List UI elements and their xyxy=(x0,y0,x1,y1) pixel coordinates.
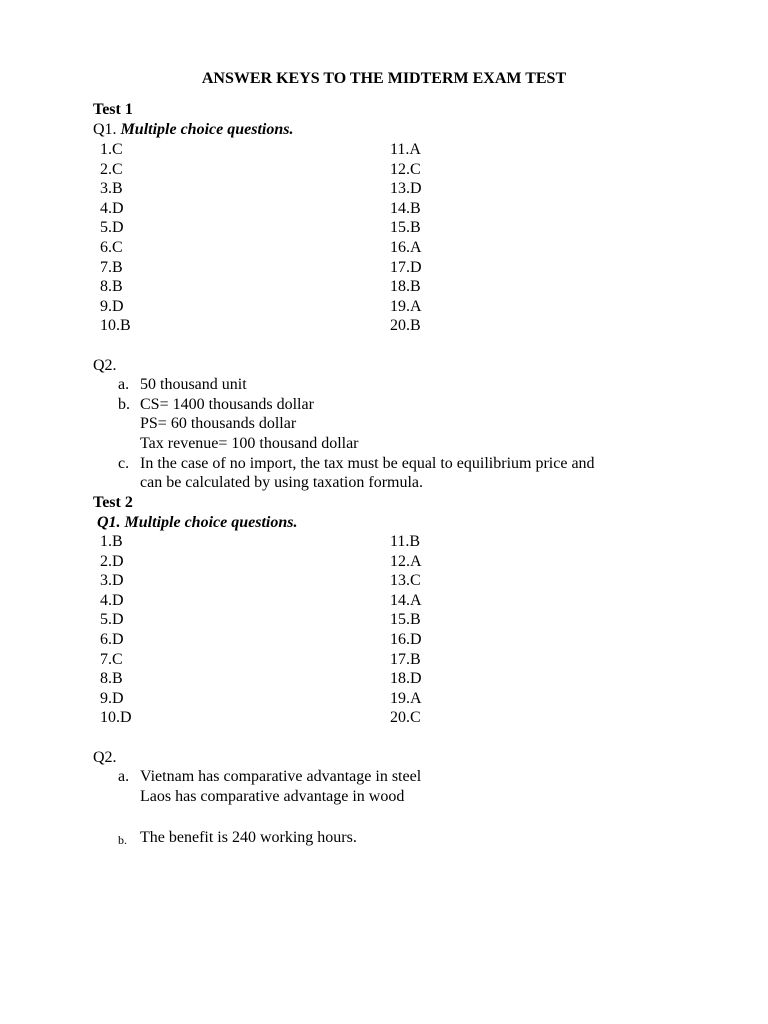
answer-item: 9.D xyxy=(100,689,124,707)
answer-item: 6.C xyxy=(100,239,123,256)
answer-item: 14.B xyxy=(390,199,421,217)
answer-item: 9.D xyxy=(100,297,124,315)
test1-q1-heading xyxy=(93,120,293,140)
test2-heading: Test 2 xyxy=(93,494,133,511)
answer-item: 17.D xyxy=(390,258,422,276)
answer-item: 18.B xyxy=(390,278,421,296)
answer-item: 16.A xyxy=(390,239,422,256)
answer-item: 12.C xyxy=(390,160,421,178)
answer-item: 4.D xyxy=(100,591,124,609)
answer-item: 18.D xyxy=(390,670,422,688)
test1-q1-prefix: Q1. xyxy=(93,121,117,138)
answer-item: 11.A xyxy=(390,141,421,158)
test1-q2-c-line: In the case of no import, the tax must be equal to equilibrium price and xyxy=(140,455,595,472)
test1-heading: Test 1 xyxy=(93,101,133,118)
answer-item: 10.B xyxy=(100,317,131,335)
test1-q2-b-line: Tax revenue= 100 thousand dollar xyxy=(140,435,359,452)
answer-item: 14.A xyxy=(390,591,422,609)
answer-item: 3.D xyxy=(100,572,124,590)
answer-item: 4.D xyxy=(100,199,124,217)
test1-q2-c-line: can be calculated by using taxation formula. xyxy=(140,474,424,491)
answer-item: 8.B xyxy=(100,670,123,688)
answer-item: 20.C xyxy=(390,709,421,727)
answer-item: 19.A xyxy=(390,689,422,707)
answer-item: 11.B xyxy=(390,533,421,550)
test2-q2-b-text: The benefit is 240 working hours. xyxy=(140,829,357,846)
test1-q2-label: Q2. xyxy=(93,357,117,374)
test1-q2-b-line: PS= 60 thousands dollar xyxy=(140,415,297,432)
answer-item: 1.C xyxy=(100,141,123,158)
answer-item: 16.D xyxy=(390,631,422,648)
test2-q2-b-marker: b. xyxy=(118,833,127,847)
answer-item: 3.B xyxy=(100,180,123,198)
test1-q2-b-marker: b. xyxy=(118,396,130,413)
test2-q2-a-marker: a. xyxy=(118,768,130,785)
test1-q2-b-line: CS= 1400 thousands dollar xyxy=(140,396,314,413)
test1-q2-a-text: 50 thousand unit xyxy=(140,376,247,393)
answer-item: 5.D xyxy=(100,611,124,629)
test2-q2-label: Q2. xyxy=(93,749,117,766)
answer-item: 19.A xyxy=(390,297,422,315)
answer-item: 10.D xyxy=(100,709,132,727)
answer-item: 20.B xyxy=(390,317,421,335)
test1-q2-a-marker: a. xyxy=(118,376,130,393)
answer-item: 15.B xyxy=(390,611,421,629)
page-title: ANSWER KEYS TO THE MIDTERM EXAM TEST xyxy=(201,70,567,87)
answer-item: 5.D xyxy=(100,219,124,237)
answer-item: 8.B xyxy=(100,278,123,296)
answer-item: 2.C xyxy=(100,160,123,178)
answer-item: 13.D xyxy=(390,180,422,198)
answer-item: 17.B xyxy=(390,650,421,668)
test2-q2-a-line: Laos has comparative advantage in wood xyxy=(140,788,405,805)
answer-item: 6.D xyxy=(100,631,124,648)
answer-item: 12.A xyxy=(390,552,422,570)
answer-item: 7.C xyxy=(100,650,123,668)
test1-q1-text: Multiple choice questions. xyxy=(120,121,294,138)
test2-q1-heading: Q1. Multiple choice questions. xyxy=(97,514,298,531)
test1-q2-c-marker: c. xyxy=(118,455,130,472)
answer-item: 13.C xyxy=(390,572,421,590)
answer-item: 7.B xyxy=(100,258,123,276)
answer-item: 15.B xyxy=(390,219,421,237)
test2-q2-a-line: Vietnam has comparative advantage in steel xyxy=(140,768,422,785)
answer-item: 2.D xyxy=(100,552,124,570)
answer-item: 1.B xyxy=(100,533,123,550)
